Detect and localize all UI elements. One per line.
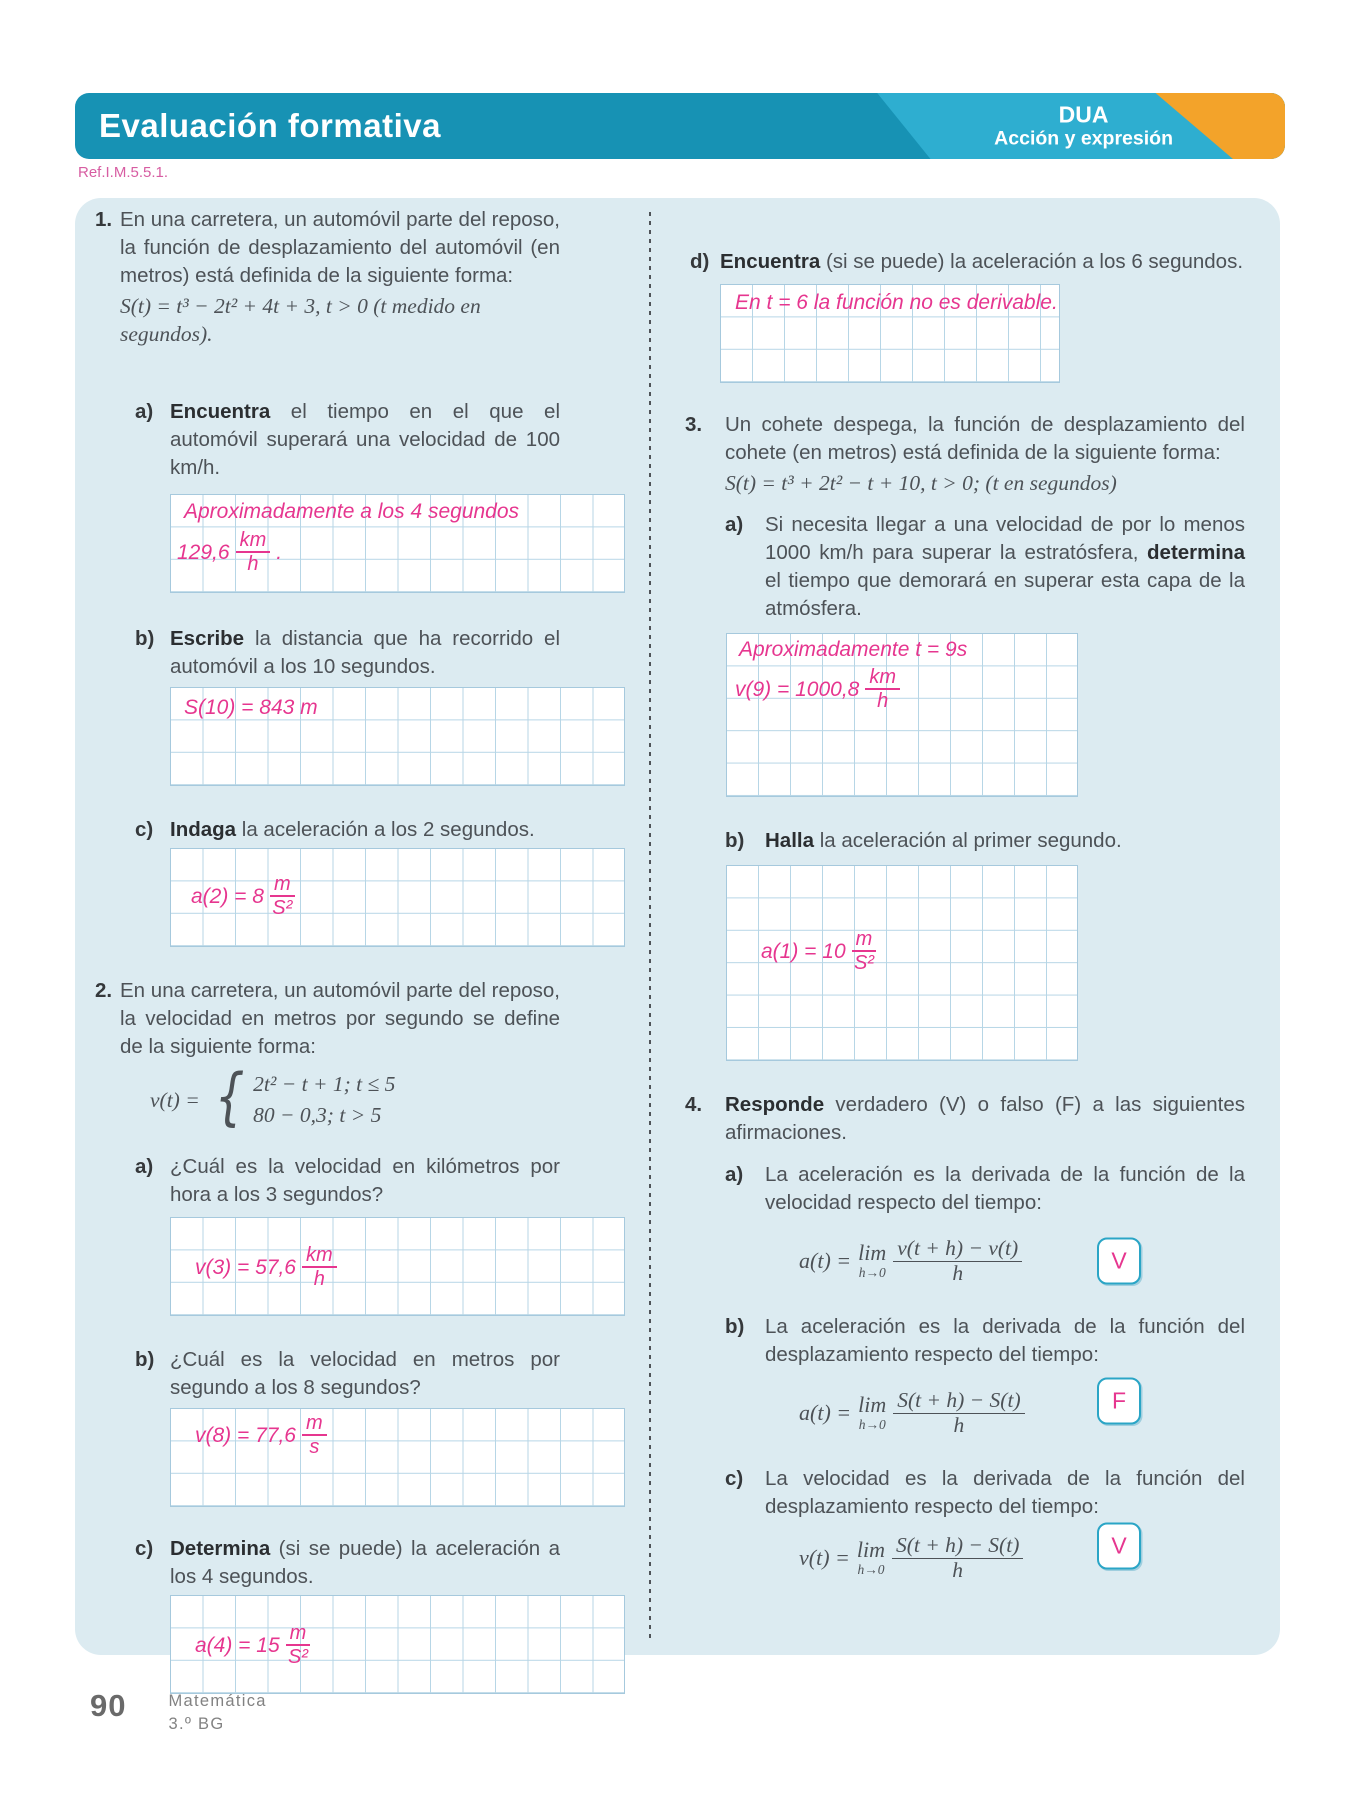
item-1d-text: Encuentra (si se puede) la aceleración a los 6 segundos. [720,250,1244,273]
item-1b-text: Escribe la distancia que ha recorrido el automóvil a los 10 segundos. [170,627,560,678]
item-4b-label: b) [725,1315,745,1338]
question-1-formula: S(t) = t³ − 2t² + 4t + 3, t > 0 (t medido en segundos). [120,294,481,346]
question-3 [685,411,1245,497]
item-2c [135,1535,560,1591]
item-3a-text: Si necesita llegar a una velocidad de por lo menos 1000 km/h para superar la estratósfera, determina el tiempo que demorará en superar esta capa de la atmósfera. [765,513,1245,620]
answer-fraction: $\frac{km}{h}$ [865,666,900,712]
vf-answer-box-b: F [1097,1378,1141,1425]
item-4a [725,1161,1245,1305]
item-1b [135,625,560,681]
item-2a-text: ¿Cuál es la velocidad en kilómetros por hora a los 3 segundos? [170,1155,560,1206]
dua-badge-title: DUA [1058,101,1109,128]
item-2b [135,1346,560,1402]
question-3-formula: S(t) = t³ + 2t² − t + 10, t > 0; (t en segundos) [725,471,1117,495]
item-4c [725,1465,1245,1595]
answer-text-1a-line1: Aproximadamente a los 4 segundos [184,500,520,523]
item-2b-text: ¿Cuál es la velocidad en metros por segundo a los 8 segundos? [170,1348,560,1399]
limit-notation: lim h→0 [858,1392,887,1433]
item-2c-label: c) [135,1537,154,1560]
item-4a-text: La aceleración es la derivada de la función de la velocidad respecto del tiempo: [765,1163,1245,1214]
answer-grid-3a [726,633,1078,797]
item-4a-formula: a(t) = lim h→0 $\frac{v(t + h) - v(t)}{h}$ [799,1237,1022,1285]
left-column [95,206,560,1694]
question-3-number: 3. [685,413,703,436]
question-2-text: En una carretera, un automóvil parte del reposo, la velocidad en metros por segundo se define de la siguiente forma: [120,979,560,1058]
answer-fraction: $\frac{m}{\text{S²}}$ [270,873,295,919]
item-1d [690,248,1245,276]
answer-fraction: $\frac{m}{\text{S²}}$ [852,928,877,974]
item-1b-label: b) [135,627,155,650]
question-1-text: En una carretera, un automóvil parte del reposo, la función de desplazamiento del automóvil (en metros) está definida de la siguiente forma: [120,208,560,287]
header-band [75,93,1285,159]
limit-notation: lim h→0 [856,1537,885,1578]
question-4-number: 4. [685,1093,703,1116]
page-footer [90,1688,267,1736]
vf-answer-box-c: V [1097,1523,1141,1570]
answer-text-2b: v(8) = 77,6 $\frac{m}{s}$ [195,1412,327,1458]
piecewise-cases [253,1069,395,1131]
question-3-text: Un cohete despega, la función de desplazamiento del cohete (en metros) está definida de la siguiente forma: [725,413,1245,464]
item-3b [725,827,1245,855]
dua-badge-subtitle: Acción y expresión [994,127,1173,150]
item-1a-lead: Encuentra [170,400,271,423]
item-4c-formula-row [765,1521,1245,1595]
item-1a-text: Encuentra el tiempo en el que el automóvil superará una velocidad de 100 km/h. [170,400,560,479]
piecewise-case-2: 80 − 0,3; t > 5 [253,1103,382,1127]
answer-grid-2c [170,1595,625,1694]
item-3a-label: a) [725,513,744,536]
question-2-number: 2. [95,979,113,1002]
answer-grid-1d [720,284,1060,383]
question-1-number: 1. [95,208,113,231]
grade-level: 3.º BG [168,1715,225,1733]
item-2a-label: a) [135,1155,154,1178]
content-panel [75,198,1280,1668]
formula-fraction: $\frac{S(t + h) - S(t)}{h}$ [893,1389,1024,1437]
limit-notation: lim h→0 [858,1240,887,1281]
item-4c-text: La velocidad es la derivada de la función del desplazamiento respecto del tiempo: [765,1467,1245,1518]
question-2 [95,977,560,1133]
answer-grid-2b [170,1408,625,1507]
column-divider [649,212,651,1640]
item-4c-label: c) [725,1467,744,1490]
answer-text-2c: a(4) = 15 $\frac{m}{\text{S²}}$ [195,1622,310,1668]
piecewise-case-1: 2t² − t + 1; t ≤ 5 [253,1072,396,1096]
item-4c-formula: v(t) = lim h→0 $\frac{S(t + h) - S(t)}{h}$ [799,1534,1023,1582]
answer-text-2a: v(3) = 57,6 $\frac{km}{h}$ [195,1244,337,1290]
item-1b-lead: Escribe [170,627,245,650]
dua-badge [994,102,1173,151]
answer-text-3a-line1: Aproximadamente t = 9s [739,638,968,661]
ref-code: Ref.I.M.5.5.1. [78,164,169,181]
answer-grid-1b [170,687,625,786]
answer-fraction: $\frac{m}{s}$ [302,1412,327,1458]
question-4-lead: Responde [725,1093,825,1116]
item-1c [135,816,560,844]
question-4 [685,1091,1245,1147]
answer-grid-3b [726,865,1078,1061]
subject-name: Matemática [168,1692,267,1710]
answer-text-1d: En t = 6 la función no es derivable. [735,291,1058,314]
item-1a [135,398,560,482]
question-1 [95,206,560,348]
item-1d-label: d) [690,250,710,273]
item-3a-lead: determina [1147,541,1245,564]
right-column [685,248,1245,1595]
item-3b-text: Halla la aceleración al primer segundo. [765,829,1122,852]
answer-text-3a-line2: v(9) = 1000,8 $\frac{km}{h}$ [735,666,900,712]
piecewise-lhs: v(t) = [150,1088,200,1112]
answer-text-1a-line2: 129,6 $\frac{km}{h}$ . [177,529,283,575]
item-2c-text: Determina (si se puede) la aceleración a los 4 segundos. [170,1537,560,1588]
item-1a-label: a) [135,400,154,423]
item-4b [725,1313,1245,1457]
item-4a-label: a) [725,1163,744,1186]
answer-fraction: $\frac{m}{\text{S²}}$ [286,1622,311,1668]
formula-fraction: $\frac{v(t + h) - v(t)}{h}$ [893,1237,1022,1285]
question-2-piecewise [150,1060,560,1133]
item-4a-formula-row [765,1217,1245,1305]
item-4b-formula: a(t) = lim h→0 $\frac{S(t + h) - S(t)}{h}$ [799,1389,1025,1437]
answer-text-1b: S(10) = 843 m [184,696,318,719]
item-1d-lead: Encuentra [720,250,821,273]
formula-fraction: $\frac{S(t + h) - S(t)}{h}$ [892,1534,1023,1582]
vf-answer-box-a: V [1097,1238,1141,1285]
answer-text-3b: a(1) = 10 $\frac{m}{\text{S²}}$ [761,928,876,974]
answer-grid-1a [170,494,625,593]
answer-fraction: $\frac{km}{h}$ [302,1244,337,1290]
answer-grid-1c [170,848,625,947]
page-number: 90 [90,1688,127,1723]
item-1c-text: Indaga la aceleración a los 2 segundos. [170,818,535,841]
item-3b-lead: Halla [765,829,814,852]
book-subject [168,1690,266,1736]
item-1c-lead: Indaga [170,818,237,841]
item-4b-formula-row [765,1369,1245,1457]
item-4b-text: La aceleración es la derivada de la función del desplazamiento respecto del tiempo: [765,1315,1245,1366]
answer-grid-2a [170,1217,625,1316]
item-1c-label: c) [135,818,154,841]
item-2b-label: b) [135,1348,155,1371]
answer-fraction: $\frac{km}{h}$ [236,529,271,575]
answer-text-1c: a(2) = 8 $\frac{m}{\text{S²}}$ [191,873,295,919]
piecewise-brace: { [214,1060,245,1133]
page-title: Evaluación formativa [99,107,441,144]
item-2c-lead: Determina [170,1537,271,1560]
question-4-text: Responde verdadero (V) o falso (F) a las siguientes afirmaciones. [725,1093,1245,1144]
item-3b-label: b) [725,829,745,852]
item-2a [135,1153,560,1209]
item-3a [725,511,1245,623]
